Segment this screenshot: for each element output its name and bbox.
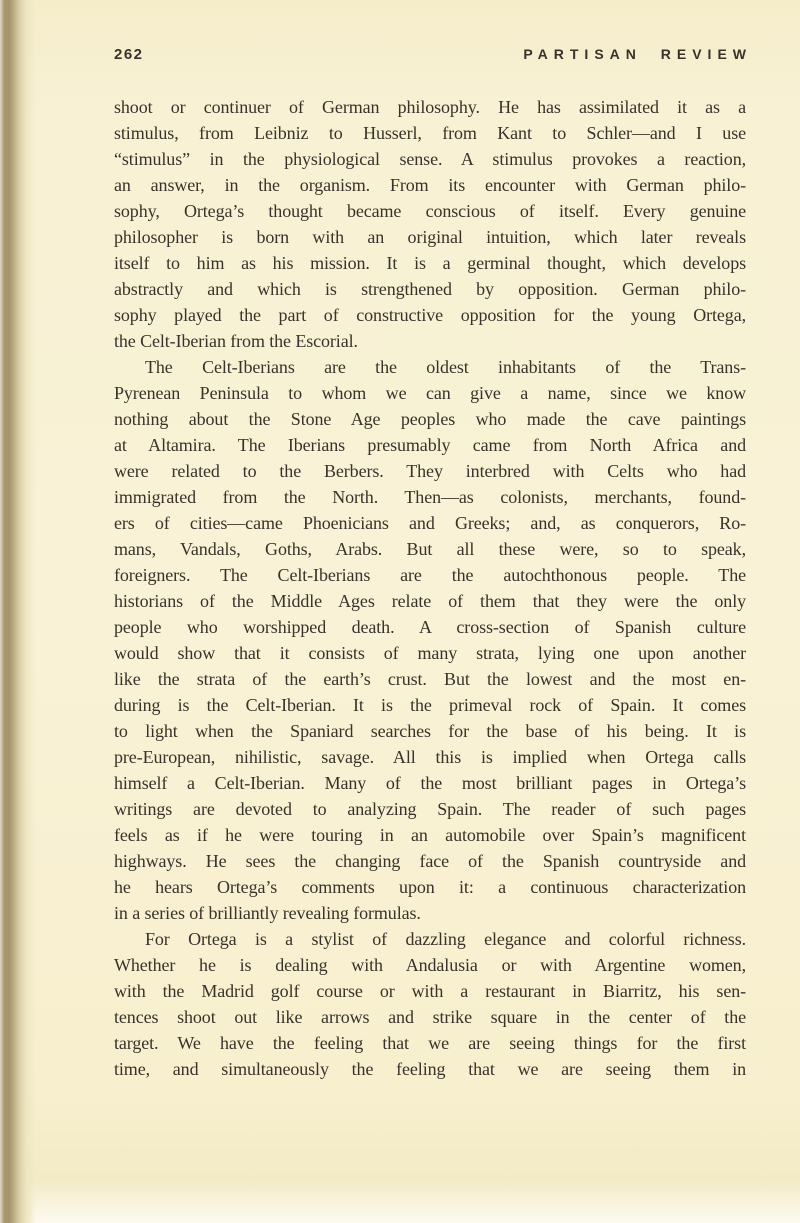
text-line: an answer, in the organism. From its encounter with German philo- — [114, 175, 746, 195]
text-line: with the Madrid golf course or with a restaurant in Biarritz, his sen- — [114, 981, 746, 1001]
text-line: himself a Celt-Iberian. Many of the most brilliant pages in Ortega’s — [114, 773, 746, 793]
text-line: target. We have the feeling that we are seeing things for the first — [114, 1033, 746, 1053]
text-line: tences shoot out like arrows and strike square in the center of the — [114, 1007, 746, 1027]
page-spine-shadow — [0, 0, 36, 1223]
text-line: Whether he is dealing with Andalusia or with Argentine women, — [114, 955, 746, 975]
page-number: 262 — [114, 46, 144, 63]
text-line: to light when the Spaniard searches for the base of his being. It is — [114, 721, 746, 741]
text-line: shoot or continuer of German philosophy. He has assimilated it as a — [114, 97, 746, 117]
text-line: the Celt-Iberian from the Escorial. — [114, 331, 358, 351]
running-header — [114, 46, 752, 63]
text-line: Pyrenean Peninsula to whom we can give a name, since we know — [114, 383, 746, 403]
text-line: philosopher is born with an original intuition, which later reveals — [114, 227, 746, 247]
text-line: feels as if he were touring in an automobile over Spain’s magnificent — [114, 825, 746, 845]
text-line: in a series of brilliantly revealing formulas. — [114, 903, 421, 923]
journal-title: PARTISAN REVIEW — [523, 46, 752, 62]
text-line: at Altamira. The Iberians presumably came from North Africa and — [114, 435, 746, 455]
text-line: itself to him as his mission. It is a germinal thought, which develops — [114, 253, 746, 273]
text-line: were related to the Berbers. They interbred with Celts who had — [114, 461, 746, 481]
text-line: people who worshipped death. A cross-section of Spanish culture — [114, 617, 746, 637]
text-line: ers of cities—came Phoenicians and Greeks; and, as conquerors, Ro- — [114, 513, 746, 533]
text-line: like the strata of the earth’s crust. But the lowest and the most en- — [114, 669, 746, 689]
text-line: stimulus, from Leibniz to Husserl, from Kant to Schler—and I use — [114, 123, 746, 143]
text-line: immigrated from the North. Then—as colonists, merchants, found- — [114, 487, 746, 507]
text-line: nothing about the Stone Age peoples who made the cave paintings — [114, 409, 746, 429]
text-line: For Ortega is a stylist of dazzling elegance and colorful richness. — [145, 929, 746, 949]
text-line: “stimulus” in the physiological sense. A stimulus provokes a reaction, — [114, 149, 746, 169]
text-line: The Celt-Iberians are the oldest inhabitants of the Trans- — [145, 357, 746, 377]
text-line: sophy played the part of constructive opposition for the young Ortega, — [114, 305, 746, 325]
text-line: abstractly and which is strengthened by opposition. German philo- — [114, 279, 746, 299]
page-body — [114, 94, 746, 1082]
text-line: historians of the Middle Ages relate of them that they were the only — [114, 591, 746, 611]
text-line: he hears Ortega’s comments upon it: a continuous characterization — [114, 877, 746, 897]
text-line: time, and simultaneously the feeling that we are seeing them in — [114, 1059, 746, 1079]
text-line: sophy, Ortega’s thought became conscious of itself. Every genuine — [114, 201, 746, 221]
text-line: foreigners. The Celt-Iberians are the autochthonous people. The — [114, 565, 746, 585]
text-line: pre-European, nihilistic, savage. All this is implied when Ortega calls — [114, 747, 746, 767]
text-line: highways. He sees the changing face of the Spanish countryside and — [114, 851, 746, 871]
text-line: writings are devoted to analyzing Spain. The reader of such pages — [114, 799, 746, 819]
text-line: during is the Celt-Iberian. It is the primeval rock of Spain. It comes — [114, 695, 746, 715]
text-line: would show that it consists of many strata, lying one upon another — [114, 643, 746, 663]
text-line: mans, Vandals, Goths, Arabs. But all these were, so to speak, — [114, 539, 746, 559]
